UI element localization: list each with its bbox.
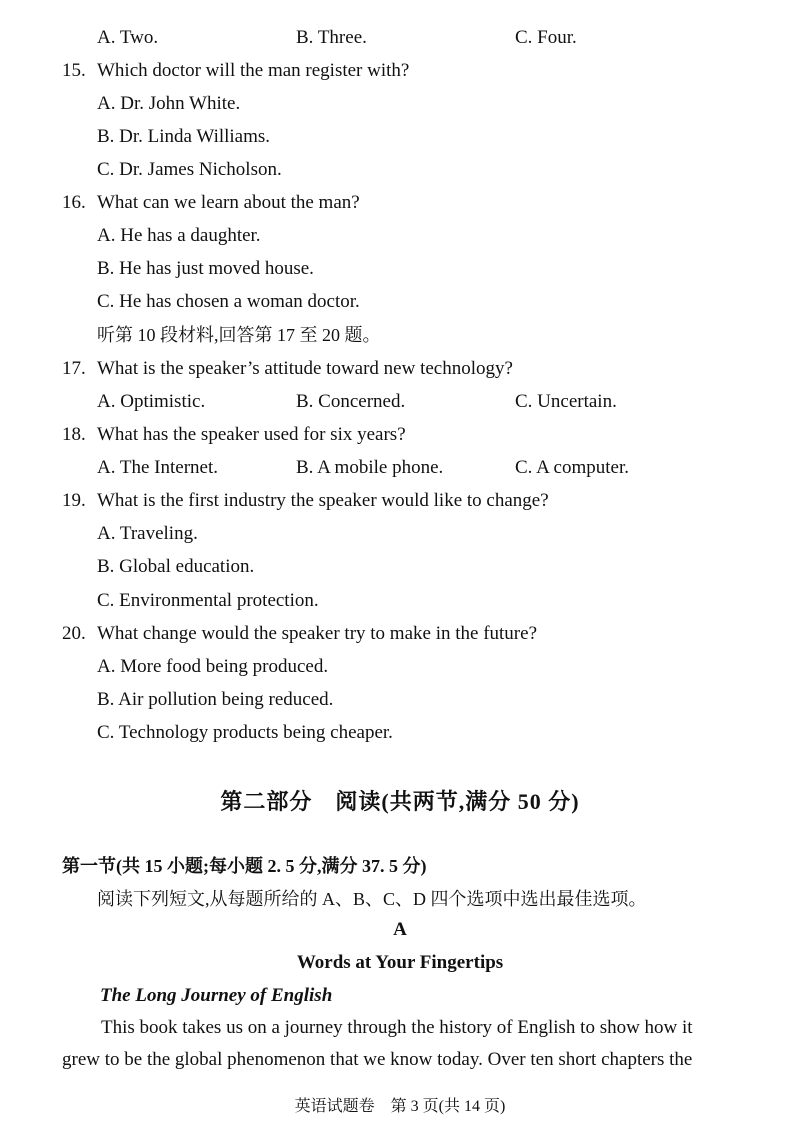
- q20-number: 20.: [62, 623, 86, 644]
- q14-option-b: B. Three.: [296, 27, 367, 48]
- q15-text: Which doctor will the man register with?: [97, 60, 410, 81]
- q20-option-a: A. More food being produced.: [97, 656, 329, 677]
- q20-option-c: C. Technology products being cheaper.: [97, 722, 393, 743]
- passage-line-2: grew to be the global phenomenon that we know today. Over ten short chapters the: [62, 1049, 693, 1070]
- q17-number: 17.: [62, 358, 86, 379]
- q14-option-a: A. Two.: [97, 27, 159, 48]
- q18-option-a: A. The Internet.: [97, 457, 218, 478]
- q19-text: What is the first industry the speaker would like to change?: [97, 490, 549, 511]
- q14-option-c: C. Four.: [515, 27, 577, 48]
- q19-option-c: C. Environmental protection.: [97, 590, 319, 611]
- q15-number: 15.: [62, 60, 86, 81]
- q19-option-b: B. Global education.: [97, 556, 255, 577]
- q20-text: What change would the speaker try to make in the future?: [97, 623, 537, 644]
- q17-option-a: A. Optimistic.: [97, 391, 206, 412]
- passage-letter: A: [393, 919, 407, 940]
- q15-option-b: B. Dr. Linda Williams.: [97, 126, 271, 147]
- q18-option-c: C. A computer.: [515, 457, 629, 478]
- q18-number: 18.: [62, 424, 86, 445]
- q16-number: 16.: [62, 192, 86, 213]
- q17-option-c: C. Uncertain.: [515, 391, 617, 412]
- section1-instruction: 阅读下列短文,从每题所给的 A、B、C、D 四个选项中选出最佳选项。: [97, 889, 647, 909]
- q15-option-c: C. Dr. James Nicholson.: [97, 159, 282, 180]
- q19-number: 19.: [62, 490, 86, 511]
- q15-option-a: A. Dr. John White.: [97, 93, 241, 114]
- passage-title: Words at Your Fingertips: [296, 952, 504, 973]
- q20-option-b: B. Air pollution being reduced.: [97, 689, 334, 710]
- section1-title: 第一节(共 15 小题;每小题 2. 5 分,满分 37. 5 分): [62, 856, 427, 876]
- part2-title: 第二部分 阅读(共两节,满分 50 分): [220, 789, 580, 814]
- q19-option-a: A. Traveling.: [97, 523, 198, 544]
- page-footer: 英语试题卷 第 3 页(共 14 页): [294, 1098, 506, 1115]
- book-title: The Long Journey of English: [100, 985, 333, 1006]
- passage-line-1: This book takes us on a journey through the history of English to show how it: [101, 1017, 693, 1038]
- listening-instruction: 听第 10 段材料,回答第 17 至 20 题。: [97, 325, 381, 345]
- q16-option-c: C. He has chosen a woman doctor.: [97, 291, 360, 312]
- q18-option-b: B. A mobile phone.: [296, 457, 444, 478]
- q17-text: What is the speaker’s attitude toward new technology?: [97, 358, 513, 379]
- q16-option-b: B. He has just moved house.: [97, 258, 314, 279]
- q16-option-a: A. He has a daughter.: [97, 225, 261, 246]
- q17-option-b: B. Concerned.: [296, 391, 406, 412]
- q18-text: What has the speaker used for six years?: [97, 424, 406, 445]
- q16-text: What can we learn about the man?: [97, 192, 360, 213]
